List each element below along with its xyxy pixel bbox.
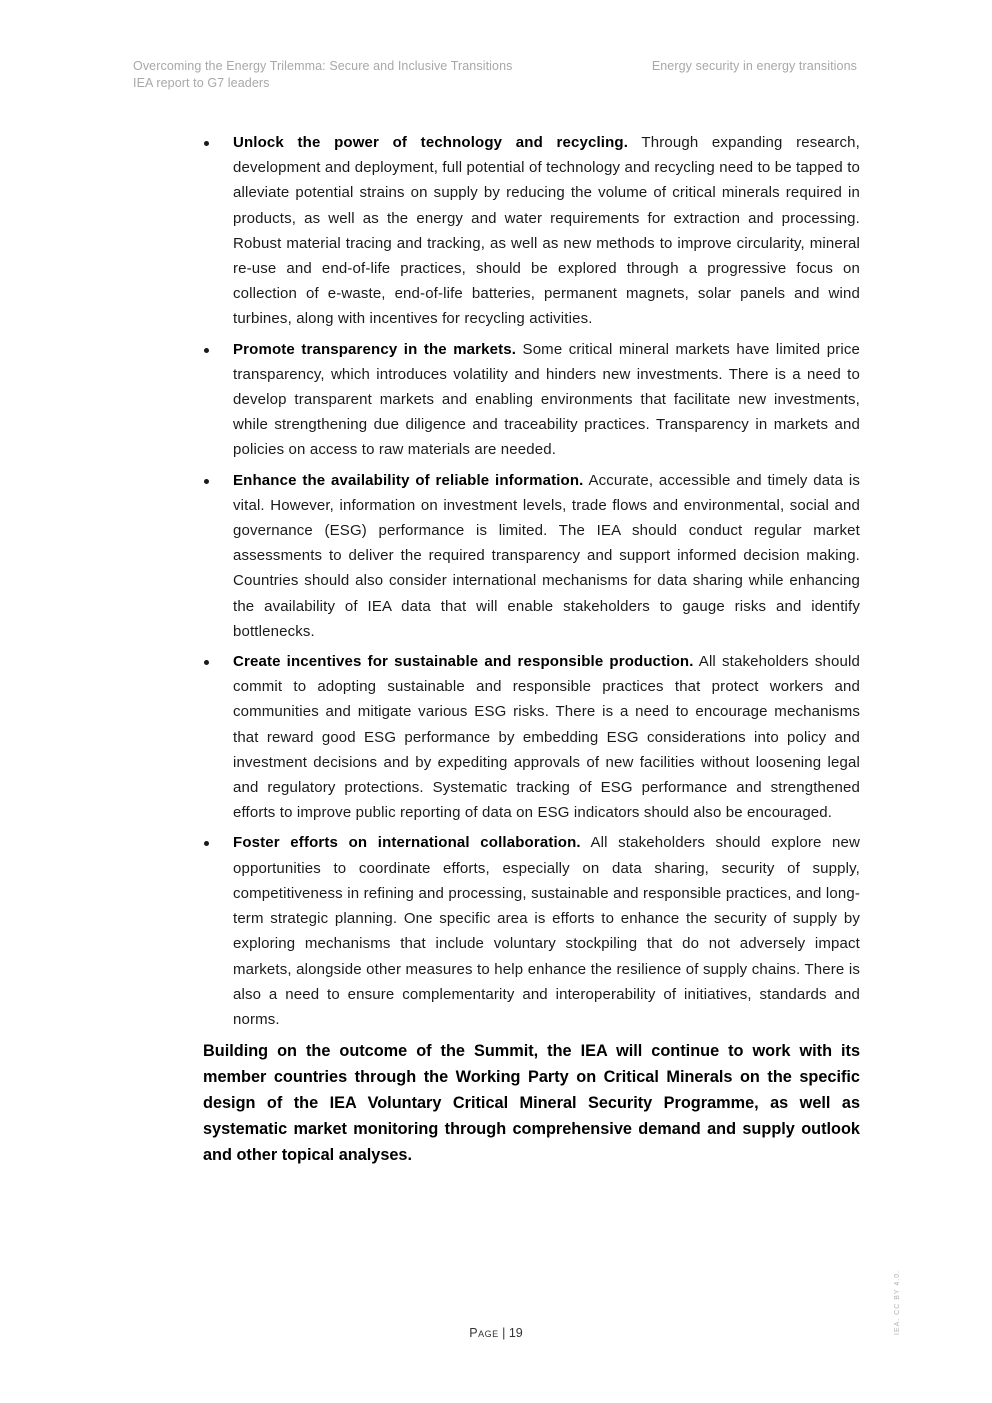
bullet-icon [204,348,209,353]
recommendation-list [203,130,860,1032]
report-title: Overcoming the Energy Trilemma: Secure and Inclusive Transitions [133,59,513,73]
report-subtitle: IEA report to G7 leaders [133,76,270,90]
page-label: Page [469,1326,499,1340]
page-body [203,130,860,1184]
list-item [203,830,860,1032]
bullet-lead: Foster efforts on international collaboration. [233,834,581,852]
bullet-icon [204,660,209,665]
bullet-lead: Create incentives for sustainable and responsible production. [233,653,694,671]
bullet-text: Accurate, accessible and timely data is vital. However, information on investment levels, trade flows and environmental, social and governance (ESG) performance is limited. The IEA should conduct regular market assessments to deliver the required transparency and support informed decision making. Countries should also consider international mechanisms for data sharing while enhancing the availability of IEA data that will enable stakeholders to gauge risks and identify bottlenecks. [233,471,861,640]
running-header [133,58,512,92]
page-separator: | [502,1326,506,1340]
bullet-text: All stakeholders should commit to adopting sustainable and responsible practices that protect workers and communities and mitigate various ESG risks. There is a need to encourage mechanisms that reward good ESG performance by embedding ESG considerations into policy and investment decisions and by expediting approvals of new facilities without loosening legal and regulatory protections. Systematic tracking of ESG performance and strengthened efforts to improve public reporting of data on ESG indicators should also be encouraged. [233,653,860,822]
bullet-icon [204,479,209,484]
page-footer [0,1326,992,1340]
bullet-lead: Enhance the availability of reliable information. [233,471,584,489]
license-notice: IEA. CC BY 4.0. [894,1269,901,1335]
list-item [203,337,860,463]
bullet-lead: Promote transparency in the markets. [233,340,517,358]
list-item [203,649,860,825]
bullet-lead: Unlock the power of technology and recycling. [233,134,629,151]
page-number: 19 [508,1326,523,1340]
bullet-icon [204,141,209,146]
list-item [203,468,860,644]
list-item [203,130,860,332]
bullet-icon [204,841,209,846]
bullet-text: Some critical mineral markets have limited price transparency, which introduces volatility and hinders new investments. There is a need to develop transparent markets and enabling environments that facilitate new investments, while strengthening due diligence and traceability practices. Transparency in markets and policies on access to raw materials are needed. [233,340,860,459]
bullet-text: All stakeholders should explore new opportunities to coordinate efforts, especially on data sharing, security of supply, competitiveness in refining and processing, sustainable and responsible practices, and long-term strategic planning. One specific area is efforts to enhance the security of supply by exploring mechanisms that include voluntary stockpiling that do not adversely impact markets, alongside other measures to help enhance the resilience of supply chains. There is also a need to ensure complementarity and interoperability of initiatives, standards and norms. [233,834,860,1028]
bullet-text: Through expanding research, development and deployment, full potential of technology and recycling need to be tapped to alleviate potential strains on supply by reducing the volume of critical minerals required in products, as well as the energy and water requirements for extraction and processing. Robust material tracing and tracking, as well as new methods to improve circularity, mineral re-use and end-of-life practices, should be explored through a progressive focus on collection of e-waste, end-of-life batteries, permanent magnets, solar panels and wind turbines, along with incentives for recycling activities. [233,134,860,328]
section-title: Energy security in energy transitions [651,59,857,73]
closing-paragraph: Building on the outcome of the Summit, the IEA will continue to work with its member countries through the Working Party on Critical Minerals on the specific design of the IEA Voluntary Critical Mineral Security Programme, as well as systematic market monitoring through comprehensive demand and supply outlook and other topical analyses. [203,1042,860,1165]
